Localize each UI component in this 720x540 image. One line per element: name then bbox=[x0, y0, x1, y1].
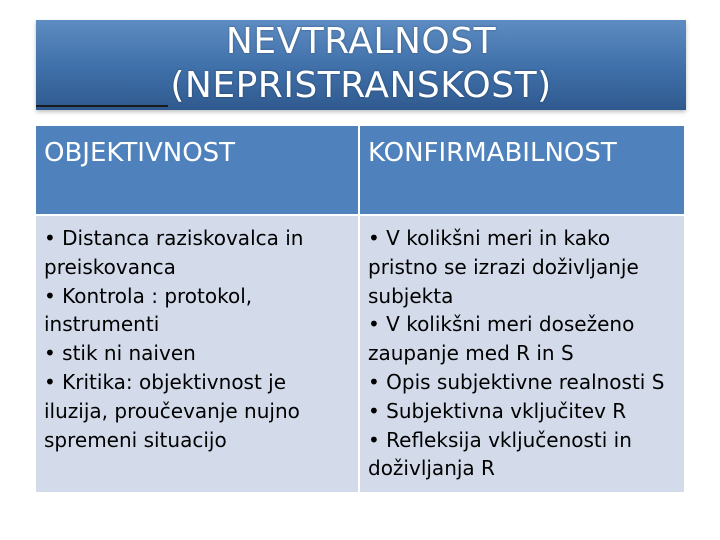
right-line: subjekta bbox=[368, 283, 454, 308]
title-line-2 bbox=[36, 64, 686, 108]
left-line: preiskovanca bbox=[44, 254, 176, 279]
table-body-row bbox=[36, 216, 684, 492]
left-line: • Kontrola : protokol, bbox=[44, 283, 253, 308]
cell-objektivnost bbox=[36, 216, 358, 492]
cell-konfirmabilnost bbox=[360, 216, 684, 492]
right-line: doživljanja R bbox=[368, 456, 495, 481]
title-underline-divider bbox=[36, 105, 168, 107]
right-line: zaupanje med R in S bbox=[368, 341, 574, 366]
header-konfirmabilnost: KONFIRMABILNOST bbox=[360, 126, 684, 214]
title-line-1: NEVTRALNOST bbox=[225, 21, 497, 62]
left-line: • stik ni naiven bbox=[44, 341, 196, 366]
right-line: • Subjektivna vključitev R bbox=[368, 398, 627, 423]
right-line: • V kolikšni meri doseženo bbox=[368, 312, 635, 337]
left-line: • Distanca raziskovalca in bbox=[44, 226, 304, 250]
left-line: iluzija, proučevanje nujno bbox=[44, 398, 300, 423]
left-line: spremeni situacijo bbox=[44, 427, 227, 452]
table-header-row bbox=[36, 126, 684, 214]
comparison-table bbox=[36, 126, 684, 492]
title-close-paren: ) bbox=[537, 65, 552, 106]
slide-title bbox=[36, 20, 686, 108]
right-line: • V kolikšni meri in kako bbox=[368, 226, 611, 250]
header-objektivnost: OBJEKTIVNOST bbox=[36, 126, 358, 214]
left-line: • Kritika: objektivnost je bbox=[44, 369, 287, 394]
left-line: instrumenti bbox=[44, 312, 160, 337]
right-line: • Opis subjektivne realnosti S bbox=[368, 369, 665, 394]
title-line-2-text: (NEPRISTRANSKOST bbox=[170, 65, 538, 106]
right-line: • Refleksija vključenosti in bbox=[368, 427, 632, 452]
right-line: pristno se izrazi doživljanje bbox=[368, 254, 639, 279]
